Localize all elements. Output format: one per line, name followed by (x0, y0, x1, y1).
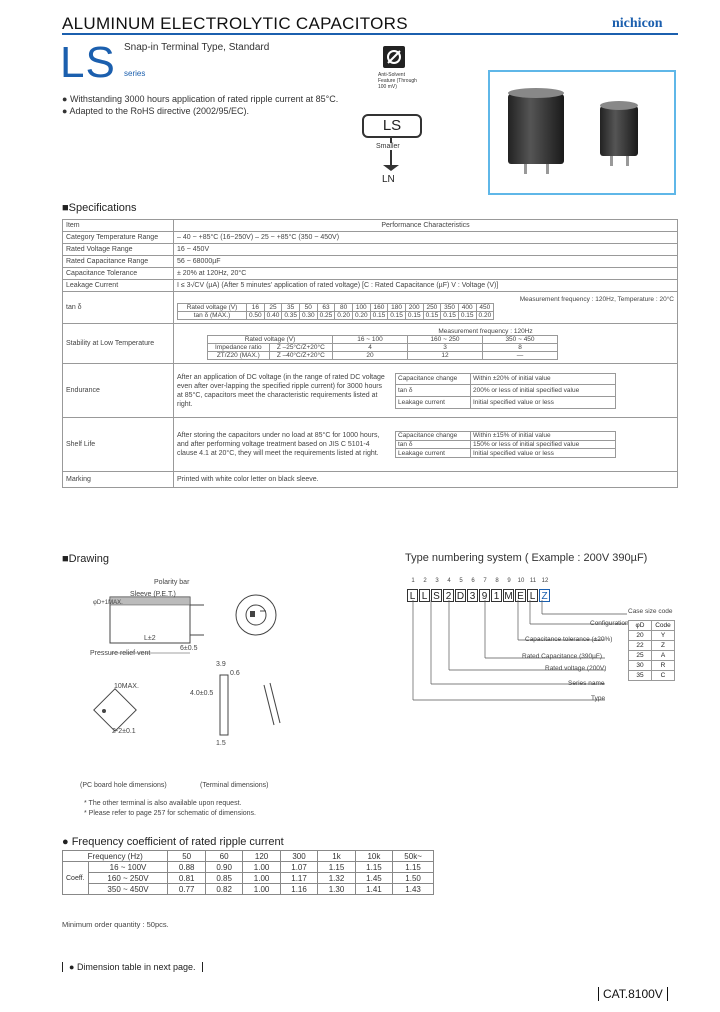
type-char: Z (539, 589, 550, 602)
tan-v: 200 (405, 303, 423, 311)
feature-2: ● Adapted to the RoHS directive (2002/95/EC). (62, 106, 250, 116)
row-item: Leakage Current (63, 280, 174, 292)
freq-head: 300 (280, 851, 317, 862)
type-char: 1 (491, 589, 502, 602)
code-cell: 25 (629, 651, 652, 661)
cond-label: tan δ (396, 385, 471, 397)
spec-heading: ■Specifications (62, 202, 137, 214)
code-cell: 30 (629, 661, 652, 671)
lowtemp-col: 16 ~ 100 (333, 335, 408, 343)
config-label: Configuration (590, 620, 629, 627)
lead (546, 164, 549, 174)
feature-1: ● Withstanding 3000 hours application of rated ripple current at 85°C. (62, 94, 339, 104)
shelf-text: After storing the capacitors under no load at 85°C for 1000 hours, and after performing voltage treatment based on JIS C 5101-4 clause 4.1 at 20°C, they will meet the requirements listed at right. (177, 432, 380, 457)
row-value: I ≤ 3√CV (µA) (After 5 minutes' application of rated voltage) [C : Rated Capacitance (µF) V : Voltage (V)] (174, 280, 678, 292)
terminal-length-label: 6±0.5 (180, 645, 198, 652)
freq-title: Frequency coefficient of rated ripple current (71, 836, 284, 848)
row-value: 56 ~ 68000µF (174, 256, 678, 268)
pc-hole-caption: (PC board hole dimensions) (80, 782, 167, 789)
col-item: Item (63, 220, 174, 232)
tan-val: 0.15 (423, 311, 441, 319)
lowtemp-head: Rated voltage (V) (208, 335, 333, 343)
case-code-table (628, 620, 675, 681)
type-char: M (504, 591, 513, 602)
pos: 5 (459, 578, 463, 584)
row-item: Shelf Life (63, 418, 174, 472)
lead (610, 156, 613, 166)
pos: 4 (447, 578, 451, 584)
lowtemp-val: 12 (408, 351, 483, 359)
catalog-number: CAT.8100V (598, 987, 668, 1001)
pos: 6 (471, 578, 475, 584)
col-performance: Performance Characteristics (174, 220, 678, 232)
tolerance-label: Capacitance tolerance (±20%) (525, 636, 613, 643)
cond-value: 200% or less of initial specified value (471, 385, 616, 397)
note-text: Please refer to page 257 for schematic of dimensions. (88, 810, 256, 817)
code-cell: 35 (629, 671, 652, 681)
freq-cell: 1.00 (243, 884, 280, 895)
freq-cell: 1.00 (243, 862, 280, 873)
freq-cell: 1.32 (318, 873, 355, 884)
drawing-note-2: * Please refer to page 257 for schematic of dimensions. (84, 810, 256, 817)
lowtemp-val: 20 (333, 351, 408, 359)
dim4-label: 0.6 (230, 670, 240, 677)
freq-cell: 1.45 (355, 873, 392, 884)
spec-heading-text: Specifications (68, 202, 137, 214)
drawing-note-1: * The other terminal is also available upon request. (84, 800, 242, 807)
tan-v: 160 (370, 303, 388, 311)
pos: 7 (483, 578, 487, 584)
code-cell: A (652, 651, 675, 661)
lowtemp-label: Impedance ratio (208, 343, 270, 351)
capacitor-large-image (508, 94, 564, 164)
row-value: Printed with white color letter on black sleeve. (174, 472, 678, 488)
page-title: ALUMINUM ELECTROLYTIC CAPACITORS (62, 14, 408, 33)
ln-label: LN (382, 174, 395, 185)
lowtemp-val: 3 (408, 343, 483, 351)
lowtemp-label: ZT/Z20 (MAX.) (208, 351, 270, 359)
freq-cell: 1.16 (280, 884, 317, 895)
tan-v: 100 (352, 303, 370, 311)
tan-val: 0.35 (282, 311, 300, 319)
smaller-label: Smaller (376, 143, 400, 150)
footer-note: ● Dimension table in next page. (62, 962, 203, 972)
cond-value: Within ±15% of initial value (471, 432, 616, 441)
tan-v: 35 (282, 303, 300, 311)
code-cell: C (652, 671, 675, 681)
tan-val: 0.50 (247, 311, 265, 319)
freq-cell: 160 ~ 250V (88, 873, 168, 884)
cond-value: Initial specified value or less (471, 396, 616, 408)
series-subtitle: Snap-in Terminal Type, Standard (124, 42, 270, 53)
anti-solvent-label: Anti-Solvent Feature (Through 100 mV) (378, 72, 417, 90)
table-row-lowtemp (63, 324, 678, 364)
freq-cell: 0.82 (205, 884, 242, 895)
lowtemp-cond: Z –40°C/Z+20°C (269, 351, 332, 359)
freq-heading: ● Frequency coefficient of rated ripple current (62, 836, 284, 848)
type-char: L (527, 589, 538, 602)
row-value: 16 ~ 450V (174, 244, 678, 256)
tan-v: 400 (458, 303, 476, 311)
table-row (63, 256, 678, 268)
tan-row-label: Rated voltage (V) (178, 303, 247, 311)
dia-label: φD+1MAX. (93, 600, 123, 606)
code-head: Code (652, 621, 675, 631)
sleeve-label: Sleeve (P.E.T.) (130, 591, 176, 598)
freq-cell: 0.88 (168, 862, 205, 873)
code-cell: Y (652, 631, 675, 641)
freq-cell: 16 ~ 100V (88, 862, 168, 873)
row-item: Stability at Low Temperature (63, 324, 174, 364)
tan-v: 350 (441, 303, 459, 311)
freq-cell: 0.90 (205, 862, 242, 873)
series-word: series (124, 69, 146, 78)
pos: 3 (435, 578, 439, 584)
anti-solvent-icon (383, 46, 405, 68)
type-char: S (431, 589, 442, 602)
pos: 1 (411, 578, 415, 584)
row-item: Capacitance Tolerance (63, 268, 174, 280)
freq-cell: 1.50 (393, 873, 434, 884)
row-value: ± 20% at 120Hz, 20°C (174, 268, 678, 280)
freq-cell: 1.41 (355, 884, 392, 895)
table-row-tan (63, 292, 678, 324)
freq-head: 120 (243, 851, 280, 862)
voltage-label: Rated voltage (200V) (545, 665, 607, 672)
code-cell: 20 (629, 631, 652, 641)
tan-v: 50 (299, 303, 317, 311)
type-label: Type (591, 695, 606, 702)
tan-val: 0.15 (405, 311, 423, 319)
tan-v: 16 (247, 303, 265, 311)
feature-text: Withstanding 3000 hours application of rated ripple current at 85°C. (69, 94, 339, 104)
tan-val: 0.20 (335, 311, 353, 319)
type-char: E (515, 589, 526, 602)
freq-cell: 1.15 (318, 862, 355, 873)
tan-v: 63 (317, 303, 335, 311)
moq-text: Minimum order quantity : 50pcs. (62, 920, 169, 929)
freq-head: 50 (168, 851, 205, 862)
table-row-shelf (63, 418, 678, 472)
freq-head: 60 (205, 851, 242, 862)
drawing-heading-text: Drawing (68, 553, 110, 565)
table-row (63, 280, 678, 292)
row-item: Category Temperature Range (63, 232, 174, 244)
pos: 10 (517, 578, 525, 584)
shelf-table (395, 431, 616, 458)
spec-table (62, 219, 678, 488)
row-item: Rated Capacitance Range (63, 256, 174, 268)
terminal-caption: (Terminal dimensions) (200, 782, 269, 789)
lowtemp-col: 160 ~ 250 (408, 335, 483, 343)
row-item: Marking (63, 472, 174, 488)
lowtemp-cond: Z –25°C/Z+20°C (269, 343, 332, 351)
pos: 2 (423, 578, 427, 584)
lowtemp-col: 350 ~ 450 (483, 335, 558, 343)
pos: 9 (507, 578, 511, 584)
tan-val: 0.15 (458, 311, 476, 319)
freq-cell: 0.85 (205, 873, 242, 884)
code-cell: 22 (629, 641, 652, 651)
tan-v: 180 (388, 303, 406, 311)
freq-side: Coeff. (63, 862, 89, 895)
series-name: LS (60, 38, 116, 87)
row-item: Endurance (63, 364, 174, 418)
freq-cell: 1.43 (393, 884, 434, 895)
code-cell: Z (652, 641, 675, 651)
freq-head: 1k (318, 851, 355, 862)
series-name-label: Series name (568, 680, 605, 687)
freq-cell: 1.07 (280, 862, 317, 873)
polarity-label: Polarity bar (154, 579, 190, 586)
tan-val: 0.20 (352, 311, 370, 319)
dim5-label: 4.0±0.5 (190, 690, 214, 697)
typenum-title: Type numbering system ( Example : 200V 390µF) (405, 552, 648, 564)
tan-val: 0.40 (264, 311, 282, 319)
tan-v: 80 (335, 303, 353, 311)
type-char: D (456, 591, 465, 602)
freq-cell: 0.77 (168, 884, 205, 895)
freq-cell: 0.81 (168, 873, 205, 884)
freq-cell: 350 ~ 450V (88, 884, 168, 895)
tan-val: 0.15 (388, 311, 406, 319)
type-char: L (419, 589, 430, 602)
pos: 12 (541, 578, 549, 584)
tan-val: 0.25 (317, 311, 335, 319)
tan-v: 450 (476, 303, 494, 311)
lowtemp-val: 8 (483, 343, 558, 351)
cond-label: Leakage current (396, 396, 471, 408)
dim3-label: 3.9 (216, 661, 226, 668)
lowtemp-val: — (483, 351, 558, 359)
tan-v: 25 (264, 303, 282, 311)
tan-v: 250 (423, 303, 441, 311)
row-item: tan δ (63, 292, 174, 324)
row-item: Rated Voltage Range (63, 244, 174, 256)
footer-note-text: Dimension table in next page. (76, 962, 196, 972)
row-value: – 40 ~ +85°C (16~250V) – 25 ~ +85°C (350 ~ 450V) (174, 232, 678, 244)
freq-cell: 1.15 (393, 862, 434, 873)
tan-row-label: tan δ (MAX.) (178, 311, 247, 319)
typenum-positions (407, 578, 551, 584)
capacitor-small-top (600, 101, 638, 110)
lowtemp-note: Measurement frequency : 120Hz (438, 327, 533, 335)
tan-val: 0.15 (370, 311, 388, 319)
lead (524, 164, 527, 174)
cond-label: Capacitance change (396, 432, 471, 441)
freq-head: 10k (355, 851, 392, 862)
endurance-table (395, 373, 616, 409)
drawing-heading: ■Drawing (62, 553, 110, 565)
capacitor-small-image (600, 106, 638, 156)
type-char: 9 (479, 589, 490, 602)
feature-text: Adapted to the RoHS directive (2002/95/EC). (69, 106, 250, 116)
type-char: L (407, 589, 418, 602)
dim1-label: 10MAX. (114, 683, 139, 690)
cond-label: tan δ (396, 440, 471, 449)
pos: 11 (529, 578, 537, 584)
pos: 8 (495, 578, 499, 584)
cond-value: 150% or less of initial specified value (471, 440, 616, 449)
table-row-marking (63, 472, 678, 488)
cond-label: Capacitance change (396, 373, 471, 385)
case-size-code-label: Case size code (628, 608, 673, 615)
table-row (63, 232, 678, 244)
lowtemp-table (207, 335, 558, 360)
type-char: 2 (443, 589, 454, 602)
freq-head: Frequency (Hz) (63, 851, 168, 862)
length-label: L±2 (144, 635, 156, 642)
tan-note: Measurement frequency : 120Hz, Temperature : 20°C (519, 295, 674, 303)
brand-logo: nichicon (612, 16, 663, 31)
product-photo (488, 70, 676, 195)
freq-head: 50k~ (393, 851, 434, 862)
lowtemp-val: 4 (333, 343, 408, 351)
freq-cell: 1.15 (355, 862, 392, 873)
table-row (63, 244, 678, 256)
tan-val: 0.30 (299, 311, 317, 319)
note-text: The other terminal is also available upon request. (88, 800, 242, 807)
ls-box: LS (362, 114, 422, 138)
dim2-label: 2-2±0.1 (112, 728, 136, 735)
header-rule (62, 33, 678, 35)
tan-table (177, 303, 494, 320)
freq-cell: 1.30 (318, 884, 355, 895)
endurance-text: After an application of DC voltage (in the range of rated DC voltage even after over-lapping the specified ripple current) for 3000 hours at 85°C, capacitors meet the characteristic requirements listed at right. (177, 373, 385, 408)
table-row (63, 268, 678, 280)
capacitor-large-top (508, 88, 564, 98)
arrow-down-icon (383, 165, 399, 171)
freq-table (62, 850, 434, 895)
capacitance-label: Rated Capacitance (390µF) (522, 653, 602, 660)
code-head: φD (629, 621, 652, 631)
code-cell: R (652, 661, 675, 671)
cond-label: Leakage current (396, 449, 471, 458)
freq-cell: 1.00 (243, 873, 280, 884)
type-char: 3 (467, 589, 478, 602)
lead (626, 156, 629, 166)
cond-value: Within ±20% of initial value (471, 373, 616, 385)
table-row-endurance (63, 364, 678, 418)
freq-cell: 1.17 (280, 873, 317, 884)
pressure-label: Pressure relief vent (90, 650, 151, 657)
tan-val: 0.20 (476, 311, 494, 319)
cond-value: Initial specified value or less (471, 449, 616, 458)
dim6-label: 1.5 (216, 740, 226, 747)
tan-val: 0.15 (441, 311, 459, 319)
